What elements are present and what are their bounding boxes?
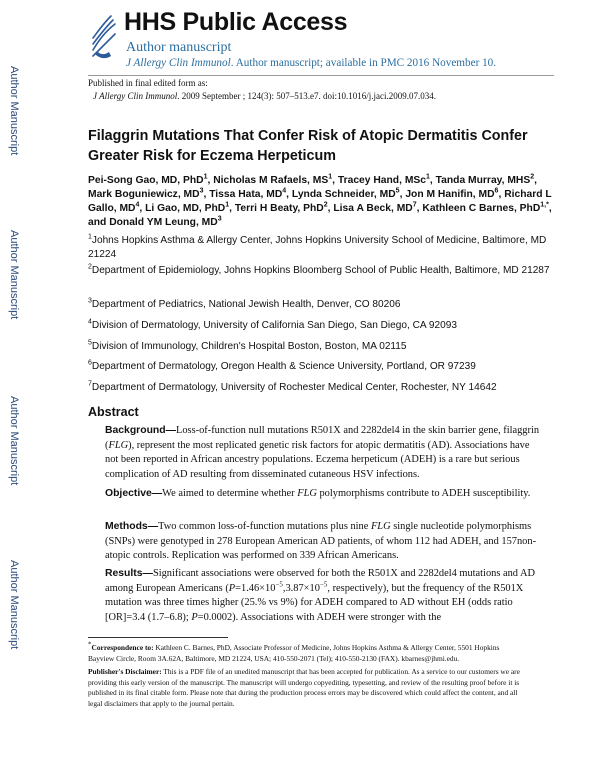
- author: Richard L Gallo, MD: [88, 189, 552, 214]
- affiliation: $^2$Department of Epidemiology, Johns Hopkins Bloomberg School of Public Health, Baltimore, MD 21287: [88, 263, 550, 276]
- hhs-eagle-logo-icon: [89, 10, 117, 62]
- author-manuscript-subtitle: Author manuscript: [126, 40, 232, 55]
- author: Li Gao, MD, PhD: [145, 203, 226, 214]
- author: Pei-Song Gao, MD, PhD: [88, 175, 204, 186]
- author-list: Pei-Song Gao, MD, PhD$^1$, Nicholas M Rafaels, $MS^1$, Tracey Hand, MSc$^1$, Tanda Murray, MHS$^2$, Mark Boguniewicz, $MD^3$, Tissa Hata, $MD^4$, Lynda Schneider, $MD^5$, Jon M Hanifin, $MD^6$, Richard L Gallo, $MD^4$, Li Gao, MD, PhD$^1$, Terri H Beaty, PhD$^2$, Lisa A Beck, $MD^7$, Kathleen C Barnes, PhD$^{1,*}$, and Donald YM Leung, $MD^3$: [88, 173, 552, 228]
- published-citation: J Allergy Clin Immunol. 2009 September ; 124(3): 507–513.e7. doi:10.1016/j.jaci.2009.07.034.: [93, 91, 436, 101]
- journal-availability-line: J Allergy Clin Immunol. Author manuscript; available in PMC 2016 November 10.: [126, 57, 497, 69]
- abstract-heading: Abstract: [88, 405, 139, 419]
- author: Kathleen C Barnes, PhD: [422, 203, 541, 214]
- author: Tracey Hand, MSc: [337, 175, 426, 186]
- side-label-author-manuscript: Author Manuscript: [8, 560, 20, 650]
- abstract-background: Background—Loss-of-function null mutations R501X and 2282del4 in the skin barrier gene, filaggrin (FLG), represent the most replicated genetic risk factors for atopic dermatitis (AD). Associations have not been reported in African ancestry populations. Eczema herpeticum (ADEH) is a rare but serious complication of AD resulting from disseminated cutaneous HSV infections.: [105, 425, 540, 480]
- side-label-author-manuscript: Author Manuscript: [8, 230, 20, 320]
- author: Lisa A Beck, MD: [333, 203, 413, 214]
- author: Nicholas M Rafaels, MS: [213, 175, 329, 186]
- header-divider: [88, 75, 554, 76]
- author: Lynda Schneider, MD: [291, 189, 396, 200]
- author: Tanda Murray, MHS: [435, 175, 531, 186]
- abstract-results: Results—Significant associations were observed for both the R501X and 2282del4 mutations and AD among European Americans ($P=1.46\times 10^{-5},3.87\times 10^{-5}$, respectively), but the frequency of the R501X mutation was three times higher (25.% vs 9%) for ADEH compared to AD without EH (odds ratio [OR]=3.4 (1.7–6.8); P=0.0002). Associations with ADEH were stronger with the: [105, 568, 536, 623]
- affiliation: $^6$Department of Dermatology, Oregon Health & Science University, Portland, OR 97239: [88, 359, 476, 372]
- side-label-author-manuscript: Author Manuscript: [8, 66, 20, 156]
- hhs-public-access-title: HHS Public Access: [124, 8, 348, 36]
- publisher-disclaimer: Publisher's Disclaimer: This is a PDF file of an unedited manuscript that has been accepted for publication. As a service to our customers we are providing this early version of the manuscript. The manuscript will undergo copyediting, typesetting, and review of the resulting proof before it is published in its final citable form. Please note that during the production process errors may be discovered which could affect the content, and all legal disclaimers that apply to the journal pertain.: [88, 667, 520, 708]
- affiliation: $^5$Division of Immunology, Children's Hospital Boston, Boston, MA 02115: [88, 339, 407, 352]
- footnote-divider: [88, 637, 228, 638]
- author: Donald YM Leung, MD: [109, 217, 218, 228]
- author: Terri H Beaty, PhD: [234, 203, 324, 214]
- correspondence-footnote: *Correspondence to: Kathleen C. Barnes, PhD, Associate Professor of Medicine, Johns Hopkins Asthma & Allergy Center, 5501 Hopkins Bayview Circle, Room 3A.62A, Baltimore, MD 21224, USA; 410-550-2071 (Tel); 410-550-2130 (FAX). kbarnes@jhmi.edu.: [88, 640, 500, 663]
- affiliation: $^4$Division of Dermatology, University of California San Diego, San Diego, CA 92093: [88, 318, 457, 331]
- affiliation: $^1$Johns Hopkins Asthma & Allergy Center, Johns Hopkins University School of Medicine, Baltimore, MD 21224: [88, 233, 547, 260]
- affiliation: $^7$Department of Dermatology, University of Rochester Medical Center, Rochester, NY 14642: [88, 380, 497, 393]
- author: Tissa Hata, MD: [209, 189, 283, 200]
- article-title: Filaggrin Mutations That Confer Risk of Atopic Dermatitis Confer Greater Risk for Eczema Herpeticum: [88, 128, 528, 164]
- abstract-methods: Methods—Two common loss-of-function mutations plus nine FLG single nucleotide polymorphisms (SNPs) were genotyped in 278 European American AD patients, of whom 112 had ADEH, and 157non-atopic controls. Replication was performed on 339 African Americans.: [105, 521, 537, 561]
- author: Jon M Hanifin, MD: [405, 189, 495, 200]
- author: Mark Boguniewicz, MD: [88, 189, 200, 200]
- affiliation: $^3$Department of Pediatrics, National Jewish Health, Denver, CO 80206: [88, 297, 401, 310]
- abstract-objective: Objective—We aimed to determine whether FLG polymorphisms contribute to ADEH susceptibility.: [105, 488, 531, 499]
- published-label: Published in final edited form as:: [88, 78, 208, 88]
- side-label-author-manuscript: Author Manuscript: [8, 396, 20, 486]
